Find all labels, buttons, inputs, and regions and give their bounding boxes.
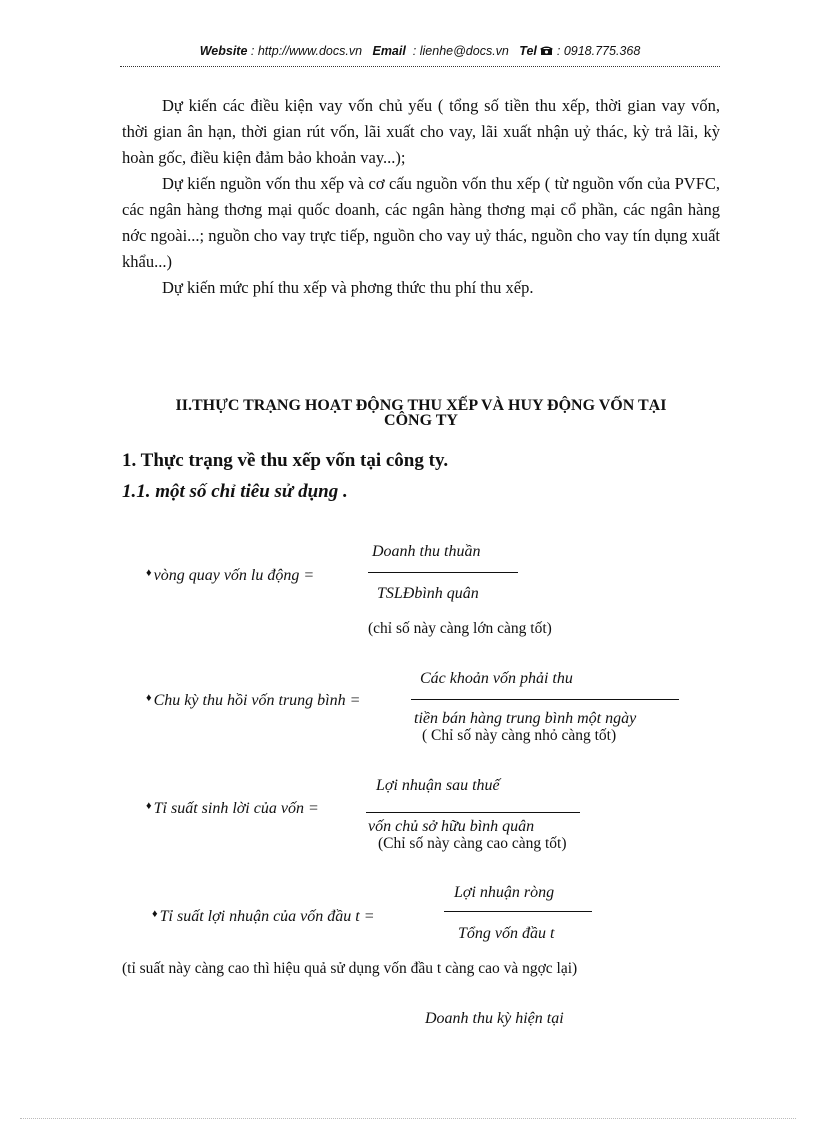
formula-4-numerator: Lợi nhuận ròng <box>454 884 555 901</box>
website-value: : http://www.docs.vn <box>250 44 363 58</box>
section-title: II.THỰC TRẠNG HOẠT ĐỘNG THU XẾP VÀ HUY ĐỘNG VỐN TẠI <box>175 397 667 414</box>
website-label: Website <box>199 44 248 58</box>
paragraph-3: Dự kiến mức phí thu xếp và phơng thức thu phí thu xếp. <box>162 278 534 297</box>
formula-1-fraction-bar <box>368 572 518 573</box>
email-label: Email <box>372 44 406 58</box>
formula-2-denominator: tiền bán hàng trung bình một ngày <box>414 710 637 727</box>
formula-1-denominator: TSLĐbình quân <box>377 585 479 602</box>
formula-1-note: (chỉ số này càng lớn càng tốt) <box>368 620 552 637</box>
formula-3-fraction-bar <box>366 812 580 813</box>
bullet-icon: ♦ <box>146 800 152 812</box>
formula-4-denominator: Tổng vốn đầu t <box>458 925 555 942</box>
formula-2-numerator: Các khoản vốn phải thu <box>420 670 573 687</box>
tel-value: : 0918.775.368 <box>556 44 641 58</box>
formula-4-label: ♦ Tỉ suất lợi nhuận của vốn đầu t = <box>152 908 375 925</box>
heading-1: 1. Thực trạng về thu xếp vốn tại công ty. <box>122 450 449 471</box>
formula-3-note: (Chỉ số này càng cao càng tốt) <box>378 835 567 852</box>
heading-2: 1.1. một số chỉ tiêu sử dụng . <box>122 481 348 502</box>
formula-2-fraction-bar <box>411 699 679 700</box>
bullet-icon: ♦ <box>146 692 152 704</box>
formula-3-label: ♦ Tỉ suất sinh lời của vốn = <box>146 800 319 817</box>
section-title-line2: CÔNG TY <box>384 412 458 429</box>
formula-5-numerator: Doanh thu kỳ hiện tại <box>425 1010 564 1027</box>
formula-2-label: ♦ Chu kỳ thu hồi vốn trung bình = <box>146 692 361 709</box>
bullet-icon: ♦ <box>152 908 158 920</box>
email-value: : lienhe@docs.vn <box>412 44 509 58</box>
formula-2-note: ( Chỉ số này càng nhỏ càng tốt) <box>422 727 617 744</box>
formula-3-numerator: Lợi nhuận sau thuế <box>376 777 500 794</box>
formula-1-label: ♦ vòng quay vốn lu động = <box>146 567 315 584</box>
formula-1-numerator: Doanh thu thuần <box>372 543 481 560</box>
phone-icon <box>540 44 556 58</box>
paragraph-2: Dự kiến nguồn vốn thu xếp và cơ cấu nguồn vốn thu xếp ( từ nguồn vốn của PVFC, các ngân hàng thơng mại quốc doanh, các ngân hàng thơng mại cổ phần, các ngân hàng nớc ngoài...; nguồn cho vay trực tiếp, nguồn cho vay uỷ thác, nguồn cho vay tín dụng xuất khẩu...) <box>122 174 720 271</box>
header-rule <box>120 66 720 67</box>
tel-label: Tel <box>519 44 537 58</box>
bottom-note: (tỉ suất này càng cao thì hiệu quả sử dụng vốn đầu t càng cao và ngợc lại) <box>122 960 578 977</box>
formula-4-fraction-bar <box>444 911 592 912</box>
formula-3-denominator: vốn chủ sở hữu bình quân <box>368 818 535 835</box>
footer-rule <box>20 1118 796 1119</box>
paragraph-1: Dự kiến các điều kiện vay vốn chủ yếu ( tổng số tiền thu xếp, thời gian vay vốn, thời gian ân hạn, thời gian rút vốn, lãi xuất cho vay, lãi xuất nhận uỷ thác, kỳ trả lãi, kỳ hoàn gốc, điều kiện đảm bảo khoản vay...); <box>122 96 720 167</box>
page-header <box>120 44 720 58</box>
bullet-icon: ♦ <box>146 567 152 579</box>
